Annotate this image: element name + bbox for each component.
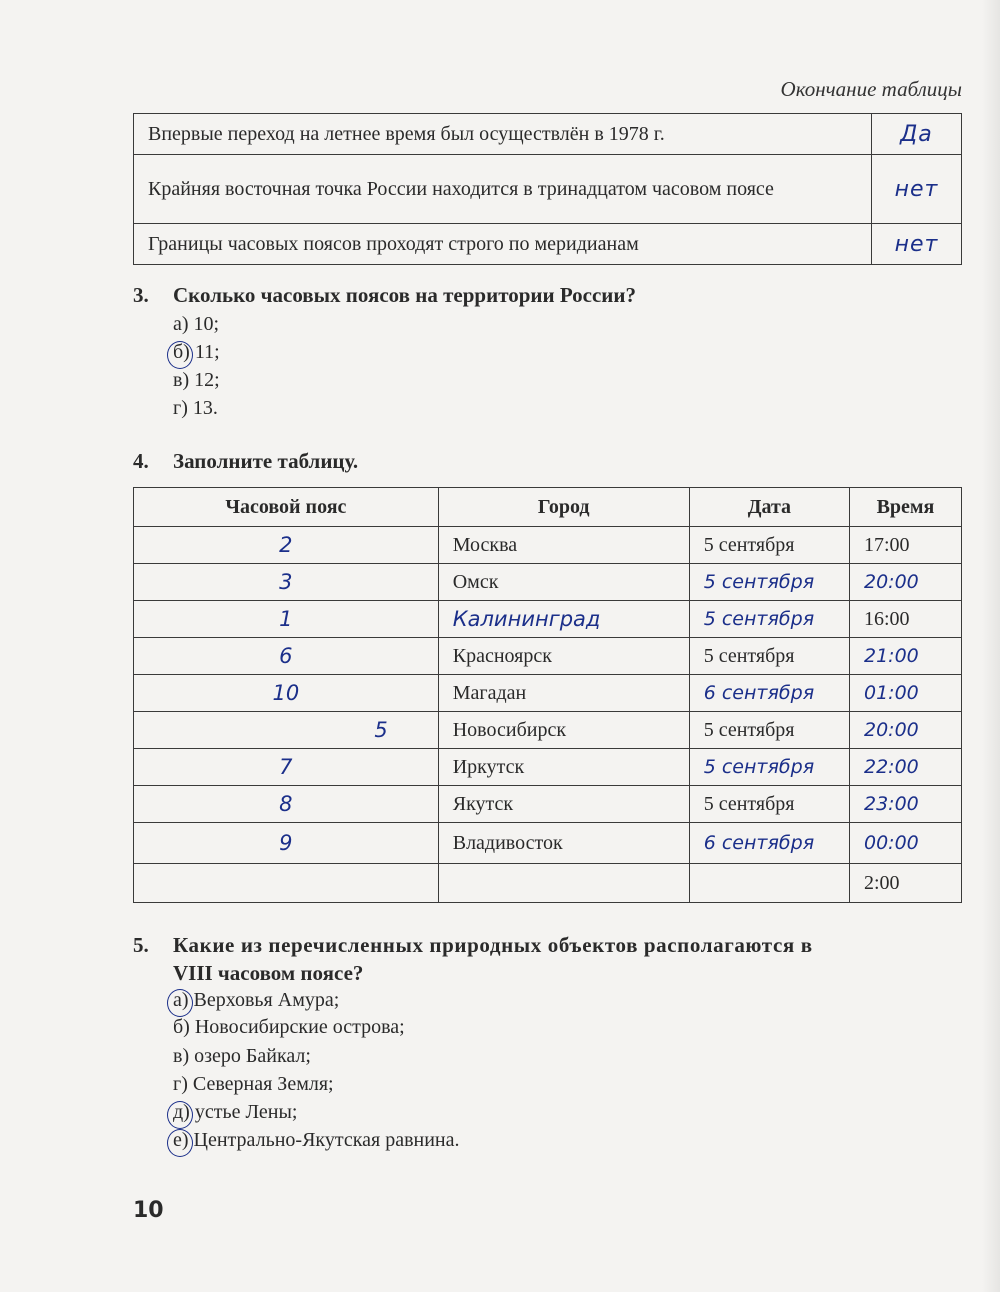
zone-cell[interactable] xyxy=(134,564,439,601)
time-cell[interactable] xyxy=(850,638,962,675)
option-f-selected[interactable] xyxy=(173,1129,460,1152)
answer-cell[interactable] xyxy=(871,224,961,265)
city-cell: Владивосток xyxy=(438,823,689,864)
option-e-selected[interactable] xyxy=(173,1101,297,1124)
option-label: б) 11; xyxy=(173,341,220,363)
question-number: 5. xyxy=(133,933,149,957)
statement-cell: Впервые переход на летнее время был осуществлён в 1978 г. xyxy=(134,114,872,155)
city-cell: Иркутск xyxy=(438,749,689,786)
zone-cell[interactable] xyxy=(134,786,439,823)
zone-cell[interactable] xyxy=(134,675,439,712)
zone-cell[interactable] xyxy=(134,527,439,564)
handwritten-time: 01:00 xyxy=(864,681,919,704)
column-header-date: Дата xyxy=(689,488,849,527)
option-c[interactable] xyxy=(173,369,220,392)
handwritten-zone: 5 xyxy=(374,717,388,742)
option-b-selected[interactable] xyxy=(173,341,220,364)
answer-cell[interactable] xyxy=(871,114,961,155)
date-cell[interactable] xyxy=(689,823,849,864)
table-header-row xyxy=(134,488,962,527)
time-cell: 17:00 xyxy=(850,527,962,564)
table-row xyxy=(134,601,962,638)
question-5-heading xyxy=(133,933,813,958)
time-cell[interactable] xyxy=(850,786,962,823)
question-text: Сколько часовых поясов на территории России? xyxy=(173,283,637,307)
date-cell: 5 сентября xyxy=(689,638,849,675)
option-label: в) озеро Байкал; xyxy=(173,1045,311,1067)
question-number: 3. xyxy=(133,283,149,307)
handwritten-zone: 6 xyxy=(279,643,293,668)
date-cell: 5 сентября xyxy=(689,527,849,564)
table-row xyxy=(134,114,962,155)
question-4-heading xyxy=(133,449,358,474)
date-cell: 5 сентября xyxy=(689,712,849,749)
city-cell[interactable] xyxy=(438,601,689,638)
handwritten-date: 5 сентября xyxy=(703,607,815,630)
option-label: а) 10; xyxy=(173,313,220,335)
handwritten-time: 20:00 xyxy=(864,718,919,741)
city-cell: Якутск xyxy=(438,786,689,823)
table-row xyxy=(134,155,962,224)
city-cell-empty[interactable] xyxy=(438,864,689,903)
time-cell[interactable] xyxy=(850,675,962,712)
option-a-selected[interactable] xyxy=(173,989,339,1012)
table-row xyxy=(134,712,962,749)
handwritten-zone: 1 xyxy=(279,606,293,631)
table-row xyxy=(134,823,962,864)
city-cell: Новосибирск xyxy=(438,712,689,749)
time-cell: 2:00 xyxy=(850,864,962,903)
question-5-heading-line-2: VIII часовом поясе? xyxy=(173,961,364,985)
column-header-zone: Часовой пояс xyxy=(134,488,439,527)
date-cell[interactable] xyxy=(689,564,849,601)
statement-cell: Границы часовых поясов проходят строго по меридианам xyxy=(134,224,872,265)
option-label: г) Северная Земля; xyxy=(173,1073,334,1095)
handwritten-date: 6 сентября xyxy=(703,831,815,854)
option-label: г) 13. xyxy=(173,397,218,419)
handwritten-date: 6 сентября xyxy=(703,681,815,704)
table-row xyxy=(134,675,962,712)
option-a[interactable] xyxy=(173,313,219,336)
handwritten-zone: 10 xyxy=(272,680,300,705)
handwritten-date: 5 сентября xyxy=(703,570,815,593)
zone-cell[interactable] xyxy=(134,749,439,786)
city-cell: Москва xyxy=(438,527,689,564)
zone-cell[interactable] xyxy=(134,823,439,864)
handwritten-time: 20:00 xyxy=(864,570,919,593)
table-row xyxy=(134,786,962,823)
handwritten-zone: 2 xyxy=(279,532,293,557)
page-number: 10 xyxy=(133,1198,164,1223)
handwritten-city: Калининград xyxy=(452,606,601,631)
column-header-time: Время xyxy=(850,488,962,527)
table-row xyxy=(134,749,962,786)
option-b[interactable] xyxy=(173,1016,405,1039)
zone-cell[interactable] xyxy=(134,638,439,675)
handwritten-zone: 9 xyxy=(279,830,293,855)
question-text-line-1: Какие из перечисленных природных объектов располагаются в xyxy=(173,933,813,957)
city-cell: Омск xyxy=(438,564,689,601)
table-caption: Окончание таблицы xyxy=(780,77,962,101)
handwritten-zone: 7 xyxy=(279,754,293,779)
date-cell[interactable] xyxy=(689,675,849,712)
table-row xyxy=(134,864,962,903)
table-row xyxy=(134,564,962,601)
zone-cell-empty[interactable] xyxy=(134,864,439,903)
question-number: 4. xyxy=(133,449,149,473)
page-edge-shadow xyxy=(982,0,1000,1292)
option-label: е) Центрально-Якутская равнина. xyxy=(173,1129,460,1151)
city-cell: Красноярск xyxy=(438,638,689,675)
option-d[interactable] xyxy=(173,397,218,420)
time-cell[interactable] xyxy=(850,564,962,601)
true-false-table xyxy=(133,113,962,265)
date-cell[interactable] xyxy=(689,601,849,638)
time-cell: 16:00 xyxy=(850,601,962,638)
handwritten-time: 22:00 xyxy=(864,755,919,778)
time-zone-table xyxy=(133,487,962,903)
option-label: а) Верховья Амура; xyxy=(173,989,340,1011)
table-row xyxy=(134,638,962,675)
handwritten-time: 21:00 xyxy=(864,644,919,667)
date-cell-empty[interactable] xyxy=(689,864,849,903)
date-cell: 5 сентября xyxy=(689,786,849,823)
handwritten-answer: нет xyxy=(894,231,939,257)
option-label: д) устье Лены; xyxy=(173,1101,298,1123)
handwritten-zone: 8 xyxy=(279,791,293,816)
time-cell[interactable] xyxy=(850,712,962,749)
option-label: в) 12; xyxy=(173,369,220,391)
table-row xyxy=(134,224,962,265)
handwritten-answer: нет xyxy=(894,176,939,202)
option-label: б) Новосибирские острова; xyxy=(173,1016,405,1038)
table-row xyxy=(134,527,962,564)
date-cell[interactable] xyxy=(689,749,849,786)
zone-cell[interactable] xyxy=(134,601,439,638)
handwritten-date: 5 сентября xyxy=(703,755,815,778)
question-text: Заполните таблицу. xyxy=(173,449,359,473)
time-cell[interactable] xyxy=(850,823,962,864)
handwritten-answer: Да xyxy=(900,121,933,147)
option-d[interactable] xyxy=(173,1073,334,1096)
handwritten-time: 23:00 xyxy=(864,792,919,815)
option-c[interactable] xyxy=(173,1045,311,1068)
answer-cell[interactable] xyxy=(871,155,961,224)
question-3-heading xyxy=(133,283,636,308)
statement-cell: Крайняя восточная точка России находится в тринадцатом часовом поясе xyxy=(134,155,872,224)
time-cell[interactable] xyxy=(850,749,962,786)
column-header-city: Город xyxy=(438,488,689,527)
handwritten-zone: 3 xyxy=(279,569,293,594)
handwritten-time: 00:00 xyxy=(864,831,919,854)
zone-cell[interactable] xyxy=(134,712,439,749)
city-cell: Магадан xyxy=(438,675,689,712)
